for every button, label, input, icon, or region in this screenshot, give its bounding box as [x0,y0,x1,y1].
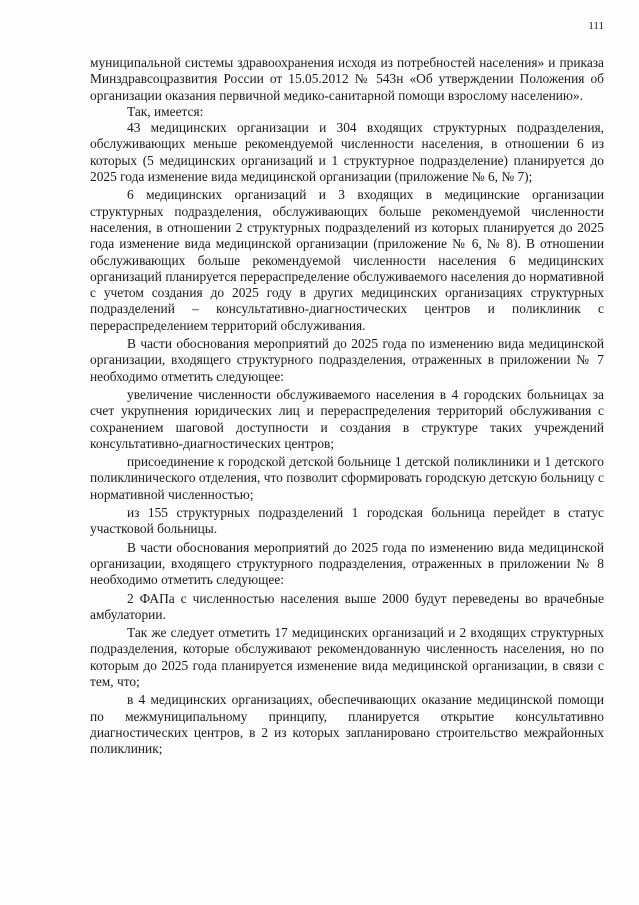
paragraph-155-units: из 155 структурных подразделений 1 городская больница перейдет в статус участковой больницы. [90,505,604,537]
paragraph-appendix-8-rationale: В части обоснования мероприятий до 2025 года по изменению вида медицинской организации, входящего структурного подразделения, отраженных в приложении № 8 необходимо отметить следующее: [90,539,604,588]
paragraph-continuation: муниципальной системы здравоохранения исходя из потребностей населения» и приказа Минздравсоцразвития России от 15.05.2012 № 543н «Об утверждении Положения об организации оказания первичной медико-санитарной помощи взрослому населению». [90,55,604,103]
body-text [90,55,604,757]
paragraph-fap: 2 ФАПа с численностью населения выше 2000 будут переведены во врачебные амбулатории. [90,590,604,622]
paragraph-intro: Так, имеется: [127,103,204,119]
page-number: 111 [588,20,604,32]
paragraph-city-hospitals: увеличение численности обслуживаемого населения в 4 городских больницах за счет укрупнения юридических лиц и перераспределения территорий обслуживания с сохранением шаговой доступности и создания в структуре таких учреждений консультативно-диагностических центров; [90,386,604,451]
paragraph-6-organizations: 6 медицинских организаций и 3 входящих в медицинские организации структурных подразделения, обслуживающих больше рекомендуемой численности населения, в отношении 2 структурных подразделений из которых планируется до 2025 года изменение вида медицинской организации (приложение № 6, № 8). В отношении обслуживающих больше рекомендуемой численности населения 6 медицинских организаций планируется перераспределение обслуживаемого населения до нормативной с учетом создания до 2025 году в других медицинских организациях структурных подразделений – консультативно-диагностических центров и поликлиник с перераспределением территорий обслуживания. [90,187,604,333]
paragraph-childrens-hospital: присоединение к городской детской больнице 1 детской поликлиники и 1 детского поликлинического отделения, что позволит сформировать городскую детскую больницу с нормативной численностью; [90,454,604,502]
paragraph-17-organizations: Так же следует отметить 17 медицинских организаций и 2 входящих структурных подразделения, которые обслуживают рекомендованную численность населения, но по которым до 2025 года планируется изменение вида медицинской организации, в связи с тем, что; [90,625,604,689]
paragraph-appendix-7-rationale: В части обоснования мероприятий до 2025 года по изменению вида медицинской организации, входящего структурного подразделения, отраженных в приложении № 7 необходимо отметить следующее: [90,336,604,384]
paragraph-4-organizations: в 4 медицинских организациях, обеспечивающих оказание медицинской помощи по межмуниципальному принципу, планируется открытие консультативно диагностических центров, в 2 из которых запланировано строительство межрайонных поликлиник; [90,692,604,757]
paragraph-43-organizations: 43 медицинских организации и 304 входящих структурных подразделения, обслуживающих меньше рекомендуемой численности населения, в отношении 6 из которых (5 медицинских организаций и 1 структурное подразделение) планируется до 2025 года изменение вида медицинской организации (приложение № 6, № 7); [90,120,604,185]
